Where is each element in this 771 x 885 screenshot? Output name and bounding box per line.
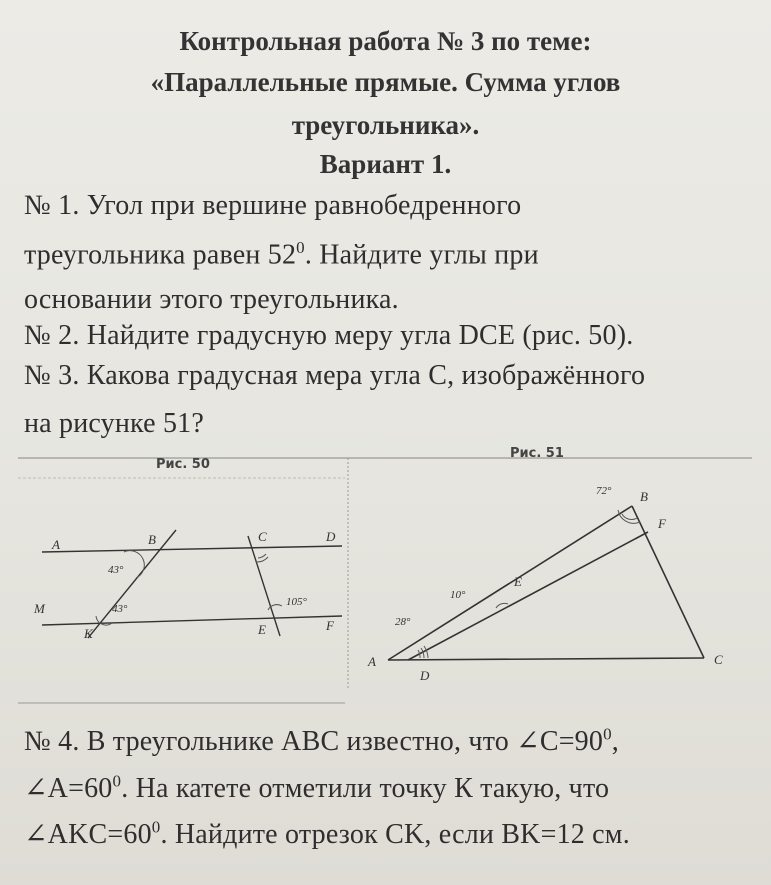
segment-df	[408, 532, 648, 660]
header-line-2: «Параллельные прямые. Сумма углов	[150, 67, 621, 97]
fig50-point-f: F	[326, 618, 334, 633]
figure-51	[367, 485, 723, 683]
line-ad	[42, 546, 342, 552]
fig50-angle-top: 43°	[108, 564, 124, 576]
task3-line-1: № 3. Какова градусная мера угла С, изображённого	[24, 360, 646, 391]
fig50-point-m: M	[34, 601, 45, 616]
header-line-3: треугольника».	[291, 110, 480, 140]
angle-arc-b	[124, 551, 144, 578]
task1-line-3: основании этого треугольника.	[24, 284, 399, 315]
fig50-angle-right: 105°	[286, 596, 307, 608]
fig50-point-d: D	[326, 529, 336, 544]
task3-line-2: на рисунке 51?	[24, 408, 205, 439]
line-mf	[42, 616, 342, 625]
angle-arc-c1	[258, 554, 266, 558]
task4-line-1: № 4. В треугольнике ABC известно, что $\angle C=90^0$,	[24, 724, 619, 757]
header-line-1: Контрольная работа № 3 по теме:	[179, 26, 592, 56]
fig50-point-c: C	[258, 529, 267, 544]
task2-line-1: № 2. Найдите градусную меру угла DCE (рис. 50).	[24, 320, 634, 351]
figures-panel	[0, 448, 771, 708]
fig50-point-e: E	[258, 622, 266, 637]
fig51-point-f: F	[658, 516, 666, 531]
task4-line-3: $\angle AKC=60^0$. Найдите отрезок CK, если BK=12 см.	[24, 817, 630, 850]
fig51-point-c: C	[714, 652, 723, 667]
segment-ac	[388, 658, 704, 660]
angle-arc-c2	[256, 557, 268, 562]
fig51-point-d: D	[420, 668, 430, 683]
task1-line-2: треугольника равен $52^0$. Найдите углы при	[24, 238, 539, 271]
task4-line-2: $\angle A=60^0$. На катете отметили точку К такую, что	[24, 771, 610, 804]
fig51-angle-b: 72°	[596, 485, 612, 497]
fig50-point-k: K	[84, 626, 93, 641]
fig50-angle-bottom: 43°	[112, 603, 128, 615]
segment-bc	[632, 506, 704, 658]
variant-title: Вариант 1.	[319, 149, 452, 179]
figure-50	[33, 529, 342, 641]
fig51-angle-d: 28°	[395, 616, 411, 628]
fig51-point-a: A	[368, 654, 376, 669]
fig51-angle-e: 10°	[450, 589, 466, 601]
fig50-point-b: B	[148, 532, 156, 547]
segment-ab	[388, 506, 632, 660]
task1-line-1: № 1. Угол при вершине равнобедренного	[24, 190, 522, 221]
angle-arc-b2	[622, 514, 637, 519]
line-ce	[248, 536, 280, 636]
fig50-point-a: A	[52, 537, 60, 552]
figure50-label: Рис. 50	[156, 457, 210, 472]
fig51-point-e: E	[514, 574, 522, 589]
figure51-label: Рис. 51	[510, 446, 564, 461]
fig51-point-b: B	[640, 489, 648, 504]
